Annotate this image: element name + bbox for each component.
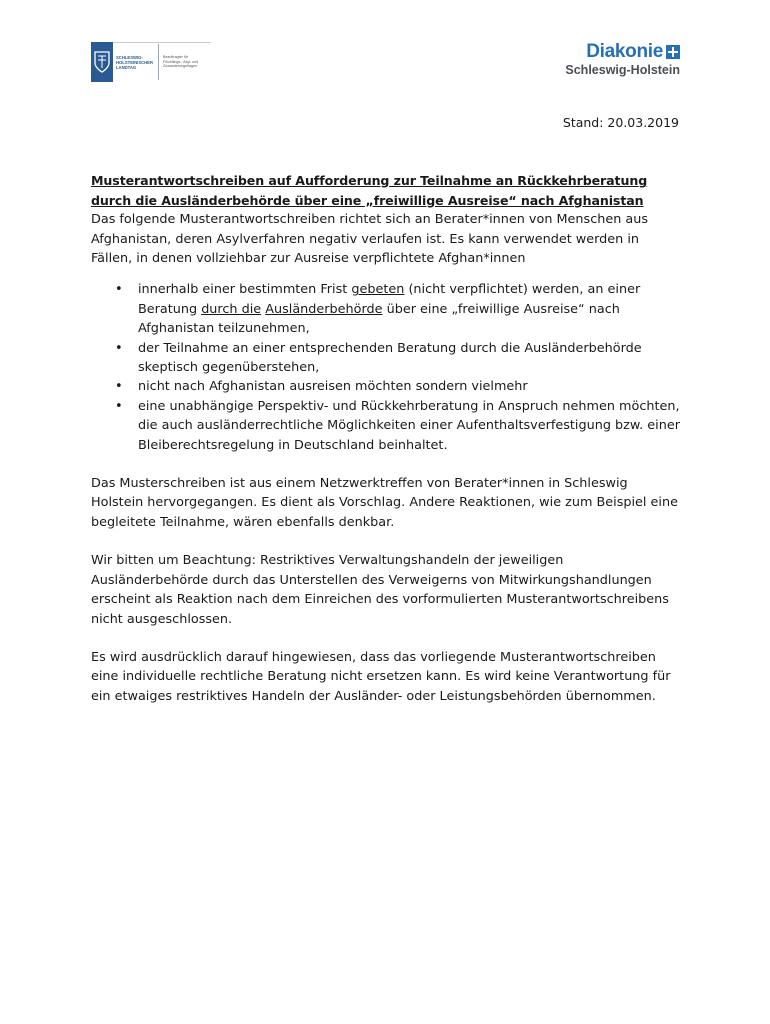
document-title: Musterantwortschreiben auf Aufforderung zur Teilnahme an Rückkehrberatung durch die Ausländerbehörde über eine „freiwillige Ausreise“ nach Afghanistan: [91, 173, 648, 208]
document-body: [91, 171, 683, 706]
list-item: • innerhalb einer bestimmten Frist gebeten (nicht verpflichtet) werden, an einer Beratung durch die Ausländerbehörde über eine „freiwillige Ausreise“ nach Afghanistan teilzunehmen,: [91, 280, 683, 338]
diakonie-region: Schleswig-Holstein: [565, 63, 680, 77]
diakonie-logo: [565, 42, 680, 78]
intro-paragraph: Das folgende Musterantwortschreiben richtet sich an Berater*innen von Menschen aus Afghanistan, deren Asylverfahren negativ verlaufen ist. Es kann verwendet werden in Fällen, in denen vollziehbar zur Ausreise verpflichtete Afghan*innen: [91, 212, 649, 266]
paragraph-notice: Wir bitten um Beachtung: Restriktives Verwaltungshandeln der jeweiligen Ausländerbehörde durch das Unterstellen des Verweigerns von Mitwirkungshandlungen erscheint als Reaktion nach dem Einreichen des vorformulierten Musterantwortschreibens nicht ausgeschlossen.: [91, 553, 669, 627]
date-line: Stand: 20.03.2019: [562, 115, 679, 130]
paragraph-origin: Das Musterschreiben ist aus einem Netzwerktreffen von Berater*innen in Schleswig Holstein hervorgegangen. Es dient als Vorschlag. Andere Reaktionen, wie zum Beispiel eine begleitete Teilnahme, wären ebenfalls denkbar.: [91, 476, 678, 530]
landtag-subtitle: Beauftragter für Flüchtlings-, Asyl- und Zuwanderungsfragen: [163, 55, 199, 69]
list-item: • der Teilnahme an einer entsprechenden Beratung durch die Ausländerbehörde skeptisch gegenüberstehen,: [91, 339, 683, 378]
bullet-list: [91, 280, 683, 455]
list-item: • nicht nach Afghanistan ausreisen möchten sondern vielmehr: [91, 377, 683, 396]
paragraph-disclaimer: Es wird ausdrücklich darauf hingewiesen, dass das vorliegende Musterantwortschreiben eine individuelle rechtliche Beratung nicht ersetzen kann. Es wird keine Verantwortung für ein etwaiges restriktives Handeln der Ausländer- oder Leistungsbehörden übernommen.: [91, 649, 671, 704]
landtag-name: SCHLESWIG- HOLSTEINISCHER LANDTAG: [116, 54, 153, 70]
landtag-logo: [91, 42, 211, 82]
diakonie-cross-icon: [666, 45, 680, 59]
coat-of-arms-icon: [91, 42, 113, 82]
diakonie-wordmark: Diakonie: [586, 41, 663, 62]
logo-divider: [158, 44, 159, 80]
list-item: • eine unabhängige Perspektiv- und Rückkehrberatung in Anspruch nehmen möchten, die auch ausländerrechtliche Möglichkeiten einer Aufenthaltsverfestigung bzw. einer Bleiberechtsregelung in Deutschland beinhaltet.: [91, 397, 683, 455]
